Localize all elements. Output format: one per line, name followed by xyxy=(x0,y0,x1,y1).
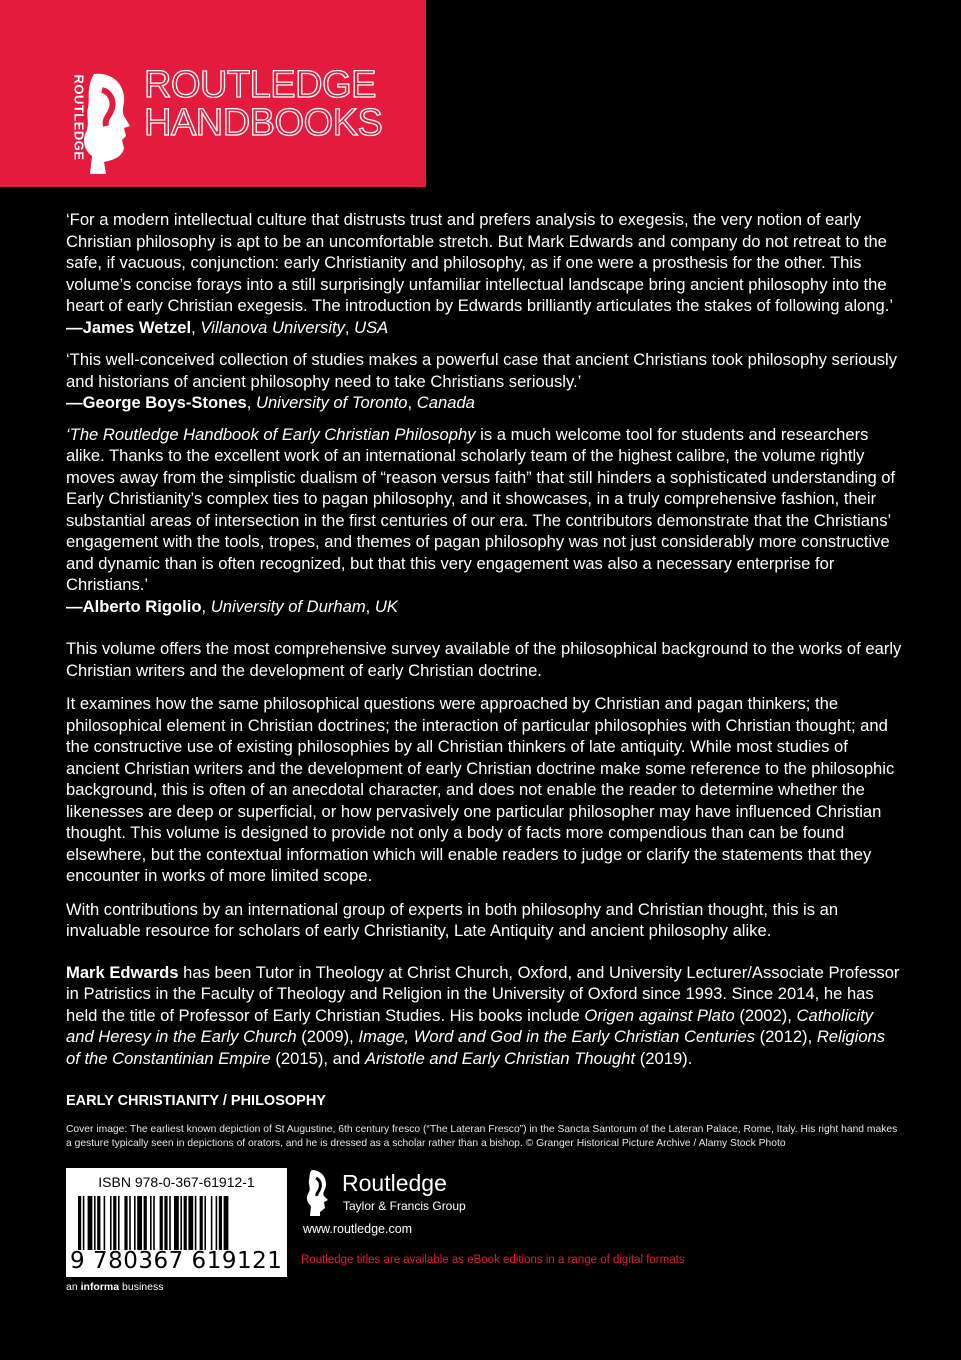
quote-attribution: —George Boys-Stones, University of Toronto, Canada xyxy=(66,393,475,412)
barcode-bar xyxy=(174,1196,179,1250)
dash: — xyxy=(66,393,83,412)
series-title-line2: HANDBOOKS xyxy=(144,102,383,144)
quote-book-title: ‘The Routledge Handbook of Early Christian Philosophy xyxy=(66,424,476,444)
informa-post: business xyxy=(119,1281,164,1293)
barcode-bar xyxy=(124,1196,127,1250)
barcode-bar xyxy=(224,1196,229,1250)
description-paragraph: With contributions by an international group of experts in both philosophy and Christian thought, this is an invaluable resource for scholars of early Christianity, Late Antiquity and ancient philosophy alike. xyxy=(66,899,839,940)
barcode-bar xyxy=(195,1196,197,1250)
publisher-name: Routledge xyxy=(342,1170,447,1196)
quote-affiliation: University of Durham xyxy=(210,596,366,616)
barcode-bar xyxy=(164,1196,167,1250)
brand-banner xyxy=(0,0,426,187)
barcode-bar xyxy=(144,1196,147,1250)
quote-affiliation: University of Toronto xyxy=(255,393,408,412)
barcode-bar xyxy=(160,1196,163,1250)
bio-book: Religions of the Constantinian Empire xyxy=(66,1027,886,1068)
barcode-bar xyxy=(129,1196,131,1250)
quote-affiliation: Villanova University xyxy=(200,317,345,337)
description-paragraph: It examines how the same philosophical questions were approached by Christian and pagan thinkers; the philosophical element in Christian doctrines; the interaction of particular philosophies with Christian thought; and the constructive use of existing philosophies by all Christian thinkers of late antiquity. While most studies of ancient Christian writers and the development of early Christian doctrine make some reference to the philosophic background, this is often of an anecdotal character, and does not enable the reader to determine whether the likenesses are deep or superficial, or how pervasively one particular philosopher may have influenced Christian thought. This volume is designed to provide not only a body of facts more compendious than can be found elsewhere, but the contextual information which will enable readers to judge or clarify the statements that they encounter in works of more limited scope. xyxy=(66,694,895,885)
barcode-bar xyxy=(78,1196,81,1250)
author-bio xyxy=(66,962,902,1070)
isbn-number: ISBN 978-0-367-61912-1 xyxy=(98,1174,255,1190)
quote-attribution: —Alberto Rigolio, University of Durham, UK xyxy=(66,596,398,616)
informa-pre: an xyxy=(66,1281,81,1293)
ebook-note: Routledge titles are available as eBook editions in a range of digital formats xyxy=(301,1254,685,1266)
bio-book: Origen against Plato xyxy=(584,1005,735,1025)
barcode-bar xyxy=(153,1196,155,1250)
quote-author: Alberto Rigolio xyxy=(82,596,202,616)
barcode-bar xyxy=(219,1196,222,1250)
quote-country: UK xyxy=(374,596,398,616)
quote-country: USA xyxy=(354,317,389,337)
barcode-bar xyxy=(97,1196,100,1250)
barcode-bar xyxy=(118,1196,120,1250)
series-title-line1: ROUTLEDGE xyxy=(144,64,376,106)
barcode-bar xyxy=(216,1196,218,1250)
quote-author: James Wetzel xyxy=(82,317,192,337)
endorsement-quote xyxy=(66,209,902,338)
barcode-bar xyxy=(204,1196,206,1250)
bio-book: Image, Word and God in the Early Christian Centuries xyxy=(358,1027,755,1046)
bio-text: has been Tutor in Theology at Christ Church, Oxford, and University Lecturer/Associate Professor in Patristics in the Faculty of Theology and Religion in the University of Oxford since 1993. Since 2014, he has held the title of Professor of Early Christian Studies. His books include xyxy=(66,962,900,1025)
bio-text: (2012), xyxy=(755,1027,817,1046)
barcode-bar xyxy=(110,1196,112,1250)
quote-text: ‘This well-conceived collection of studies makes a powerful case that ancient Christians took philosophy seriously and historians of ancient philosophy need to take Christians seriously.’ xyxy=(66,350,898,391)
barcode-digits: 9 780367 619121 xyxy=(70,1248,283,1274)
endorsement-quote xyxy=(66,424,902,618)
publisher-url[interactable]: www.routledge.com xyxy=(303,1222,413,1236)
bio-text: (2009), xyxy=(296,1027,359,1046)
quote-attribution: —James Wetzel, Villanova University, USA xyxy=(66,317,389,337)
informa-bold: informa xyxy=(80,1281,120,1293)
barcode-bar xyxy=(184,1196,187,1250)
cover-image-credit: Cover image: The earliest known depiction of St Augustine, 6th century fresco (“The Lateran Fresco”) in the Sancta Santorum of the Lateran Palace, Rome, Italy. His right hand makes a gesture typically seen in depictions of orators, and he is dressed as a scholar rather than a bishop. © Granger Historical Picture Archive / Alamy Stock Photo xyxy=(66,1123,898,1149)
description-paragraph: This volume offers the most comprehensive survey available of the philosophical background to the works of early Christian writers and the development of early Christian doctrine. xyxy=(66,639,902,680)
bio-text: (2015), and xyxy=(270,1048,365,1068)
endorsement-quote xyxy=(66,349,902,414)
barcode-bar xyxy=(88,1196,93,1250)
barcode-bar xyxy=(188,1196,193,1250)
quote-text: ‘For a modern intellectual culture that distrusts trust and prefers analysis to exegesis, the very notion of early Christian philosophy is apt to be an uncomfortable stretch. But Mark Edwards and company do not retreat to the safe, if vacuous, conjunction: early Christianity and philosophy, as if one were a prosthesis for the other. This volume’s concise forays into a still surprisingly unfamiliar intellectual landscape bring ancient philosophy into the heart of early Christian exegesis. The introduction by Edwards brilliantly articulates the stakes of following along.’ xyxy=(66,210,894,315)
barcode-bar xyxy=(137,1196,142,1250)
quote-country: Canada xyxy=(416,393,475,412)
informa-line xyxy=(66,1281,163,1293)
barcode-bar xyxy=(150,1196,152,1250)
series-title xyxy=(144,66,382,142)
bio-name: Mark Edwards xyxy=(66,962,179,982)
bio-text: (2019). xyxy=(635,1048,693,1068)
barcode-bar xyxy=(211,1196,213,1250)
vertical-logo-text: ROUTLEDGE xyxy=(71,74,87,161)
bio-book: Catholicity and Heresy in the Early Church xyxy=(66,1005,874,1046)
barcode-bar xyxy=(94,1196,96,1250)
barcode-bar xyxy=(200,1196,203,1250)
barcode-bar xyxy=(104,1196,106,1250)
barcode-bar xyxy=(134,1196,136,1250)
isbn-barcode xyxy=(66,1168,287,1277)
barcode-bar xyxy=(169,1196,171,1250)
dash: — xyxy=(66,317,83,337)
back-cover-text xyxy=(66,209,902,1151)
bio-book: Aristotle and Early Christian Thought xyxy=(364,1048,636,1068)
publisher-group: Taylor & Francis Group xyxy=(343,1199,466,1213)
subject-category: EARLY CHRISTIANITY / PHILOSOPHY xyxy=(66,1093,326,1109)
routledge-small-logo-icon xyxy=(302,1168,330,1218)
dash: — xyxy=(66,596,83,616)
barcode-bar xyxy=(113,1196,116,1250)
quote-author: George Boys-Stones xyxy=(82,393,247,412)
routledge-logo xyxy=(64,70,136,176)
barcode-bar xyxy=(83,1196,85,1250)
bio-text: (2002), xyxy=(734,1005,797,1025)
barcode-bar xyxy=(180,1196,182,1250)
quote-text: is a much welcome tool for students and researchers alike. Thanks to the excellent work of an international scholarly team of the highest calibre, the volume rightly moves away from the simplistic dualism of “reason versus faith” that still hinders a sophisticated understanding of Early Christianity’s complex ties to pagan philosophy, and it showcases, in a truly comprehensive fashion, their substantial areas of intersection in the first centuries of our era. The contributors demonstrate that the Christians’ engagement with the tools, tropes, and themes of pagan philosophy was not just considerably more constructive and dynamic than is often recognized, but that this very engagement was also a necessary enterprise for Christians.’ xyxy=(66,424,896,594)
barcode-bars xyxy=(78,1196,276,1250)
